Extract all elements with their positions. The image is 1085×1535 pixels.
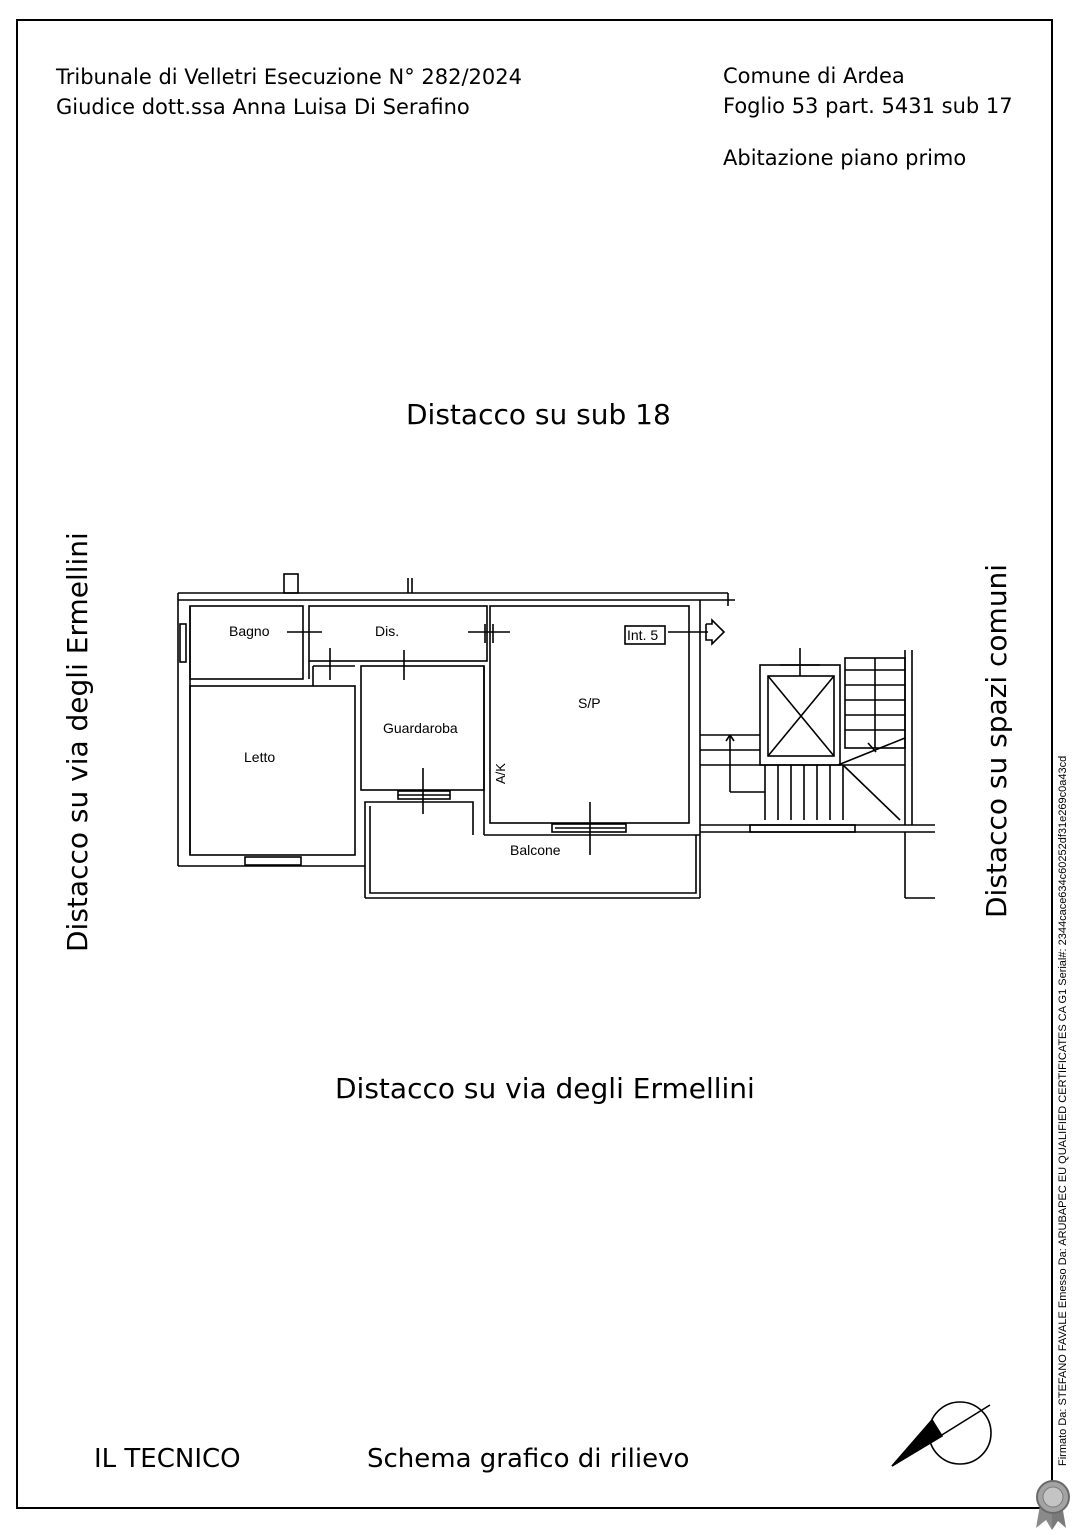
tribunale-line: Tribunale di Velletri Esecuzione N° 282/2024 xyxy=(56,65,522,89)
footer-tecnico: IL TECNICO xyxy=(94,1444,241,1474)
room-letto: Letto xyxy=(244,749,276,765)
label-bottom: Distacco su via degli Ermellini xyxy=(335,1072,755,1105)
foglio-line: Foglio 53 part. 5431 sub 17 xyxy=(723,94,1013,118)
comune-line: Comune di Ardea xyxy=(723,64,905,88)
label-top: Distacco su sub 18 xyxy=(406,398,671,431)
label-right: Distacco su spazi comuni xyxy=(980,563,1013,918)
giudice-line: Giudice dott.ssa Anna Luisa Di Serafino xyxy=(56,95,470,119)
room-dis: Dis. xyxy=(375,623,400,639)
room-bagno: Bagno xyxy=(229,623,270,639)
room-int-label: Int. 5 xyxy=(627,627,659,643)
footer-schema: Schema grafico di rilievo xyxy=(367,1444,690,1474)
room-guardaroba: Guardaroba xyxy=(383,720,458,736)
abitazione-line: Abitazione piano primo xyxy=(723,146,967,170)
room-ak: A/K xyxy=(493,763,508,784)
room-balcone: Balcone xyxy=(510,842,561,858)
room-sp: S/P xyxy=(578,695,601,711)
digital-signature-text: Firmato Da: STEFANO FAVALE Emesso Da: ARUBAPEC EU QUALIFIED CERTIFICATES CA G1 Serial#: 2344cace634c60252df31e269c0a43cd xyxy=(1057,755,1069,1466)
label-left: Distacco su via degli Ermellini xyxy=(61,532,94,952)
